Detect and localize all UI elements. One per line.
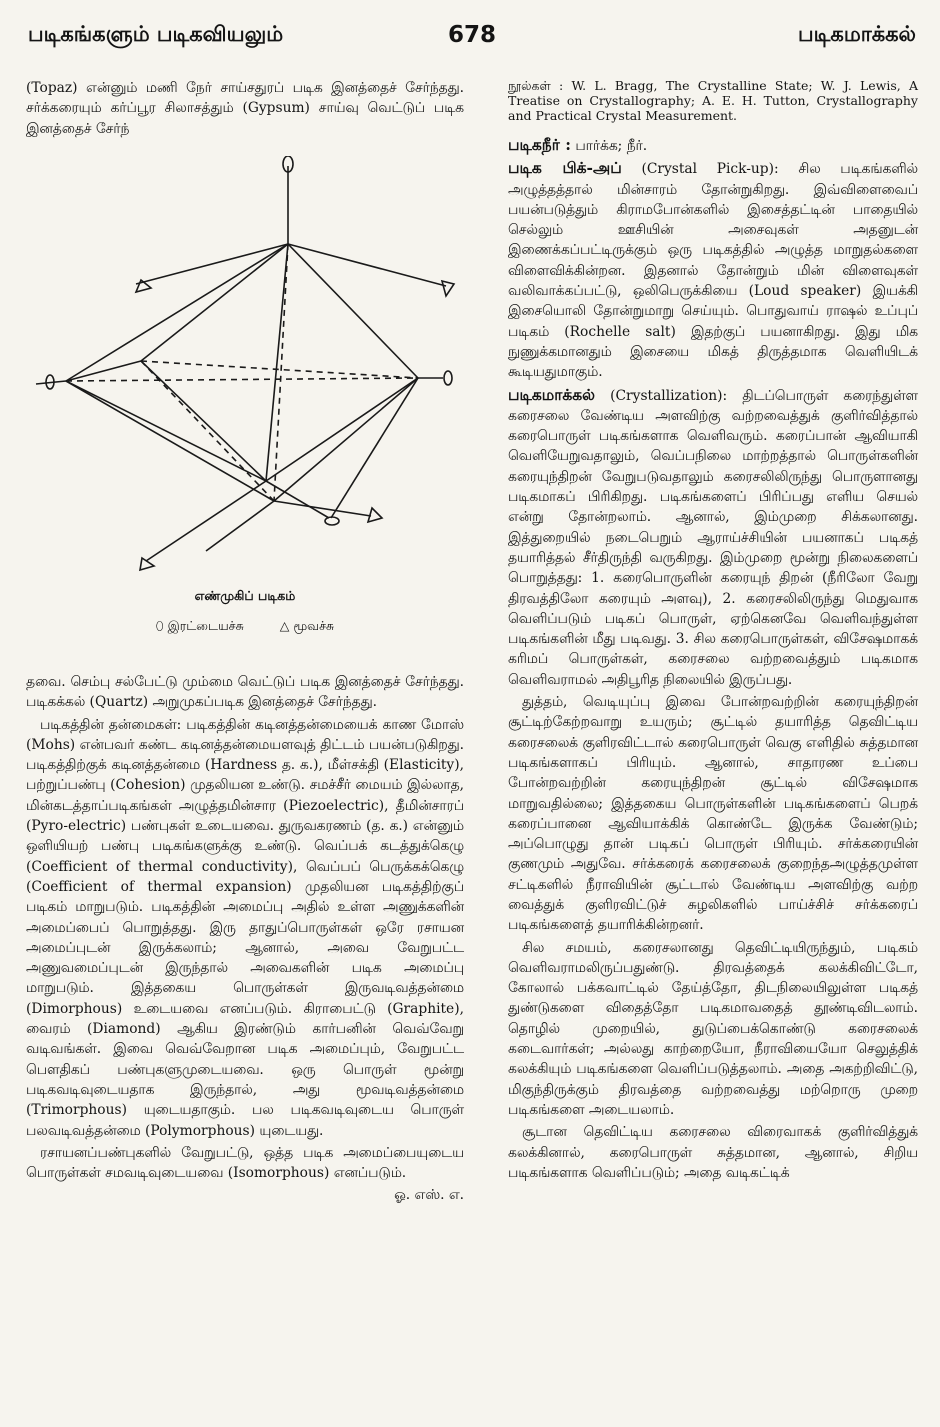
triangle-icon: △ bbox=[279, 618, 294, 633]
left-column-lower bbox=[26, 672, 464, 1206]
left-para-1: தவை. செம்பு சல்பேட்டு மும்மை வெட்டுப் படிக இனத்தைச் சேர்ந்தது. படிகக்கல் (Quartz) அறுமுகப்படிக இனத்தைச் சேர்ந்தது. bbox=[26, 674, 464, 711]
entry-head: படிகமாக்கல் bbox=[508, 384, 596, 404]
references: நூல்கள் : W. L. Bragg, The Crystalline State; W. J. Lewis, A Treatise on Crystallography; A. E. H. Tutton, Crystallography and Practical Crystal Measurement. bbox=[508, 78, 918, 123]
entry-head: படிகநீர் : bbox=[508, 135, 571, 154]
left-para-2: படிகத்தின் தன்மைகள்: படிகத்தின் கடினத்தன்மையைக் காண மோஸ் (Mohs) என்பவர் கண்ட கடினத்தன்மையளவுத் திட்டம் பயன்படுகிறது. படிகத்திற்குக் கடினத்தன்மை (Hardness த. க.), மீள்சக்தி (Elasticity), பற்றுப்பண்பு (Cohesion) முதலியன உண்டு. சமச்சீர் மையம் இல்லாத, மின்கடத்தாப்படிகங்கள் அழுத்தமின்சார (Piezoelectric), தீமின்சாரப் (Pyro-electric) பண்புகள் உடையவை. துருவகரணம் (த. க.) என்னும் ஒளியியற் பண்பு படிகங்களுக்கு உண்டு. வெப்பக் கடத்துக்கெழு (Coefficient of thermal conductivity), வெப்பப் பெருக்கக்கெழு (Coefficient of thermal expansion) முதலியன படிகத்திற்குப் படிகம் மாறுபடும். படிகத்தின் அமைப்பு அதில் உள்ள அணுக்களின் அமைப்பைப் பொறுத்தது. இரு தாதுப்பொருள்கள் ஒரே ரசாயன அமைப்புடன் இருக்கலாம்; ஆனால், அவை வேறுபட்ட அணுவமைப்புடன் இருந்தால் அவைகளின் படிக அமைப்பு மாறுபடும். இத்தகைய பொருள்கள் இருவடிவத்தன்மை (Dimorphous) உடையவை எனப்படும். கிராபைட்டு (Graphite), வைரம் (Diamond) ஆகிய இரண்டும் கார்பனின் வெவ்வேறு வடிவங்கள். இவை வெவ்வேறான படிக அமைப்பும், வேறுபட்ட பௌதிகப் பண்புகளுமுடையவை. ஒரு பொருள் மூன்று படிகவடிவுடையதாக இருந்தால், அது மூவடிவத்தன்மை (Trimorphous) யுடையதாகும். பல படிகவடிவுடைய பொருள் பலவடிவத்தன்மை (Polymorphous) யுடையது. bbox=[26, 716, 464, 1139]
entry-crystallization bbox=[508, 385, 918, 690]
entry-body: பார்க்க; நீர். bbox=[575, 138, 648, 154]
right-para-b: சில சமயம், கரைசலானது தெவிட்டியிருந்தும், படிகம் வெளிவராமலிருப்பதுண்டு. திரவத்தைக் கலக்கிவிட்டோ, கோலால் பக்கவாட்டில் தேய்த்தோ, திடநிலையிலுள்ள படிகத் துண்டுகளை விதைத்தோ படிகமாவதைத் தூண்டிவிடலாம். தொழில் முறையில், துடுப்பைக்கொண்டு கரைசலைக் கடைவார்கள்; அல்லது காற்றையோ, நீராவியையோ செலுத்திக் கலக்கியும் படிகங்களை வெளிப்படுத்தலாம். அதை அகற்றிவிட்டு, மிகுந்திருக்கும் திரவத்தை வற்றவைத்து மற்றொரு முறை படிகங்களை அடையலாம். bbox=[508, 939, 918, 1118]
right-para-a: துத்தம், வெடியுப்பு இவை போன்றவற்றின் கரையுந்திறன் சூட்டிற்கேற்றவாறு உயரும்; சூட்டில் தயாரித்த தெவிட்டிய கரைசலைக் குளிரவிட்டால் கரைபொருள் வெகு எளிதில் சுத்தமான படிகங்களாகப் பிரியும். ஆனால், சாதாரண உப்பை போன்றவற்றின் கரையுந்திறன் சூட்டில் விசேஷமாக மாறுவதில்லை; இத்தகைய பொருள்களின் படிகங்களைப் பெறக் கரைப்பானை ஆவியாக்கிக் கொண்டே இருக்க வேண்டும்; அப்பொழுது தான் படிகப் பொருள் பிரியும். சர்க்கரையின் குணமும் அதுவே. சர்க்கரைக் கரைசலைக் குறைந்தஅழுத்தமுள்ள சட்டிகளில் நீராவியின் சூட்டால் வேண்டிய அளவிற்கு வற்ற வைத்துக் குளிரவிட்டுச் சுழலிகளில் பாய்ச்சிச் சர்க்கரைப் படிகங்களைத் தயாரிக்கின்றனர். bbox=[508, 694, 918, 934]
entry-padiganeer bbox=[508, 135, 918, 156]
figure-caption: எண்முகிப் படிகம் bbox=[194, 588, 296, 603]
left-para-3: ரசாயனப்பண்புகளில் வேறுபட்டு, ஒத்த படிக அமைப்பையுடைய பொருள்கள் சமவடிவுடையவை (Isomorphous) எனப்படும். bbox=[26, 1144, 464, 1182]
running-header-left: படிகங்களும் படிகவியலும் bbox=[28, 22, 284, 46]
legend-twofold: இரட்டையச்சு bbox=[167, 618, 244, 633]
figure-legend bbox=[26, 618, 464, 635]
ellipse-icon: ⬯ bbox=[155, 618, 168, 633]
left-column bbox=[26, 78, 464, 141]
author-signature: ஓ. எஸ். எ. bbox=[394, 1187, 464, 1204]
right-para-c: சூடான தெவிட்டிய கரைசலை விரைவாகக் குளிர்வித்துக் கலக்கினால், கரைபொருள் சுத்தமான, ஆனால், சிறிய படிகங்களாக வெளிப்படும்; அதை வடிகட்டிக் bbox=[508, 1124, 918, 1181]
legend-threefold: மூவச்சு bbox=[293, 618, 335, 633]
running-header-right: படிகமாக்கல் bbox=[798, 22, 916, 46]
octahedron-diagram bbox=[26, 156, 464, 586]
entry-crystal-pickup bbox=[508, 158, 918, 382]
octahedron-figure bbox=[26, 156, 464, 656]
right-column bbox=[508, 78, 918, 1185]
entry-head: படிக பிக்-அப் bbox=[508, 158, 622, 178]
left-intro-text: (Topaz) என்னும் மணி நேர் சாய்சதுரப் படிக இனத்தைச் சேர்ந்தது. சர்க்கரையும் கர்ப்பூர சிலாசத்தும் (Gypsum) சாய்வு வெட்டுப் படிக இனத்தைச் சேர்ந் bbox=[26, 80, 464, 137]
page-number: 678 bbox=[448, 22, 497, 48]
entry-body: (Crystallization): திடப்பொருள் கரைந்துள்ள கரைசலை வேண்டிய அளவிற்கு வற்றவைத்துக் குளிர்வித்தால் கரைபொருள் படிகங்களாக வெளிவரும். கரைப்பான் ஆவியாகி வெளியேறுவதாலும், வெப்பநிலை மாற்றத்தால் பொருள்களின் கரையுந்திறன் வேறுபடுவதாலும் கரைசலிலிருந்து பொருளானது படிகமாகப் பிரிகிறது. படிகங்களைப் பிரிப்பது எளிய செயல் என்று தோன்றலாம். ஆனால், இம்முறை சிக்கலானது. இத்துறையில் நடைபெறும் ஆராய்ச்சியின் பயனாகப் படிகத் தயாரித்தல் சீர்திருந்தி வருகிறது. இம்முறை மூன்று நிலைகளைப் பொறுத்தது: 1. கரைபொருளின் கரையுந் திறன் (நீரிலோ வேறு திரவத்திலோ கரையும் அளவு), 2. கரைசலிலிருந்து மெதுவாக வெளிப்படும் படிகப் பொருள், ஏற்கெனவே வெளிவந்துள்ள படிகங்களின் மீது படிவது. 3. சில கரைபொருள்கள், விசேஷமாகக் கரிமப் பொருள்கள், கரைசலை வற்றவைத்தும் படிகமாக வெளிவராமல் அதிபூரித நிலையில் இருப்பது. bbox=[508, 387, 918, 688]
entry-body: (Crystal Pick-up): சில படிகங்களில் அழுத்தத்தால் மின்சாரம் தோன்றுகிறது. இவ்விளைவைப் பயன்படுத்தும் கிராமபோன்களில் இசைத்தட்டின் பாதையில் செல்லும் ஊசியின் அசைவுகள் அதனுடன் இணைக்கப்பட்டிருக்கும் ஒரு படிகத்தில் அழுத்த மாறுதல்களை விளைவிக்கின்றன. இதனால் தோன்றும் மின் விளைவுகள் வலிவாக்கப்பட்டு, ஒலிபெருக்கியை (Loud speaker) இயக்கி இசையொலி தோன்றுமாறு செய்யும். பொதுவாய் ராஷல் உப்புப் படிகம் (Rochelle salt) இதற்குப் பயனாகிறது. இது மிக நுணுக்கமானதும் இசையை மிகத் திருத்தமாக வெளியிடக் கூடியதுமாகும். bbox=[508, 161, 918, 381]
